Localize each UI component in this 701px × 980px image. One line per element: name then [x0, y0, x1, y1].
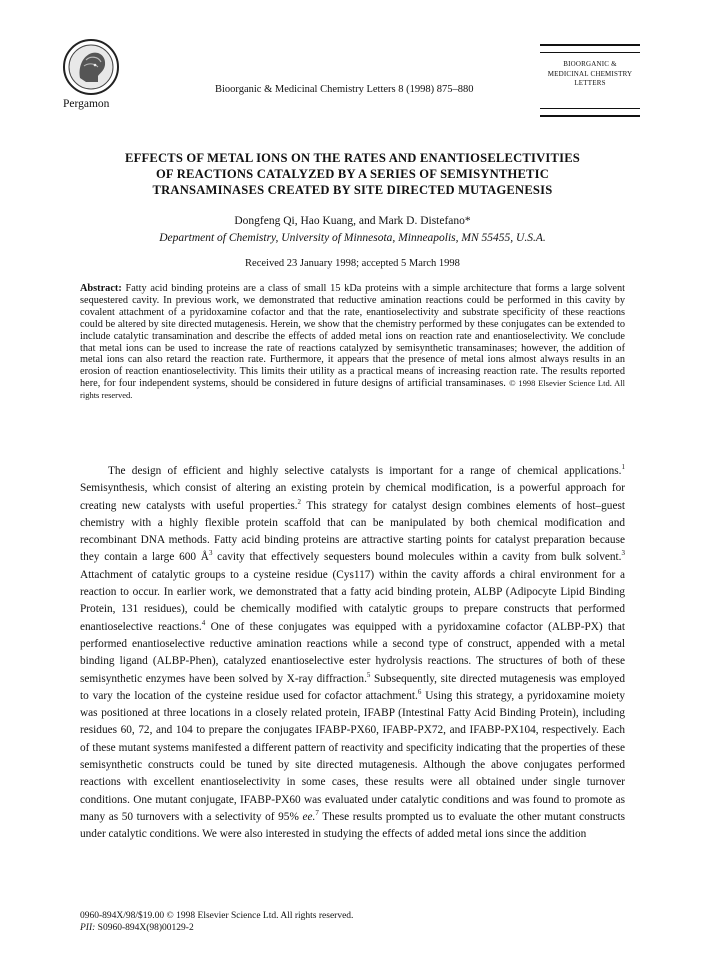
ee-abbrev: ee.	[302, 810, 316, 823]
author-list: Dongfeng Qi, Hao Kuang, and Mark D. Distefano*	[234, 215, 471, 227]
journal-citation: Bioorganic & Medicinal Chemistry Letters 8 (1998) 875–880	[215, 84, 474, 95]
masthead-line: BIOORGANIC &	[563, 60, 617, 68]
price-line: 0960-894X/98/$19.00 © 1998 Elsevier Science Ltd. All rights reserved.	[80, 911, 354, 921]
title-line: EFFECTS OF METAL IONS ON THE RATES AND ENANTIOSELECTIVITIES	[124, 151, 581, 165]
reference-marker: 1	[621, 463, 625, 472]
title-line: OF REACTIONS CATALYZED BY A SERIES OF SEMISYNTHETIC	[155, 167, 550, 181]
abstract-text: Fatty acid binding proteins are a class of small 15 kDa proteins with a simple architecture that forms a large solvent sequestered cavity. In previous work, we demonstrated that reductive amination reactions could be performed in this cavity by covalent attachment of a pyridoxamine cofactor and that the rate, enantioselectivity and substrate specificity of these reactions could be altered by site directed mutagenesis. Herein, we show that the chemistry performed by these conjugates can be extended to include catalytic transamination and describe the effects of added metal ions on reaction rate and enantioselectivity. We conclude that metal ions can be used to increase the rate of reactions catalyzed by semisynthetic transaminases; however, the addition of metal ions can also retard the reaction rate. Furthermore, it appears that the presence of metal ions almost always results in an erosion of reaction enantioselectivity. This limits their utility as a practical means of increasing reaction rate. The results reported here, for four independent systems, should be considered in future designs of artificial transaminases.	[80, 283, 625, 390]
page-footer	[80, 910, 625, 934]
body-paragraph	[80, 463, 625, 844]
body-text: Using this strategy, a pyridoxamine moiety was positioned at three locations in a closely related protein, IFABP (Intestinal Fatty Acid Binding Protein), including residues 60, 72, and 104 to prepare the conjugates IFABP-PX60, IFABP-PX72, and IFABP-PX104, respectively. Each of these mutant systems manifested a different pattern of reactivity and specificity indicating that the properties of these semisynthetic constructs could be tuned by site directed mutagenesis. Although the above conjugates performed reactions with excellent enantioselectivity in some cases, these results were all obtained under single turnover conditions. One mutant conjugate, IFABP-PX60 was evaluated under catalytic conditions and was found to promote as many as 50 turnovers with a selectivity of 95%	[80, 689, 625, 823]
body-text: These results prompted us to evaluate the other mutant constructs under catalytic conditions. We were also interested in studying the effects of added metal ions since the addition	[80, 810, 625, 841]
body-text: This strategy for catalyst design combines elements of host–guest chemistry with a highly flexible protein scaffold that can be manipulated by both chemical modification and recombinant DNA methods. Fatty acid binding proteins are attractive starting points for catalyst preparation because they contain a large 600 Å	[80, 499, 625, 564]
author-affiliation: Department of Chemistry, University of Minnesota, Minneapolis, MN 55455, U.S.A.	[159, 232, 546, 244]
article-body	[80, 463, 625, 844]
pii-value: S0960-894X(98)00129-2	[95, 923, 194, 933]
publisher-logo	[62, 38, 120, 96]
title-line: TRANSAMINASES CREATED BY SITE DIRECTED MUTAGENESIS	[152, 183, 553, 197]
body-text: Attachment of catalytic groups to a cysteine residue (Cys117) within the cavity affords a chiral environment for a reaction to occur. In earlier work, we demonstrated that a fatty acid binding protein, ALBP (Adipocyte Lipid Binding Protein, 131 residues), could be chemically modified with catalytic groups to prepare constructs that performed enantioselective reactions.	[80, 568, 625, 633]
reference-marker: 6	[417, 688, 422, 697]
masthead-line: LETTERS	[574, 79, 606, 87]
abstract-copyright: © 1998 Elsevier Science Ltd. All rights reserved.	[80, 378, 626, 401]
abstract	[80, 283, 625, 402]
reference-marker: 2	[297, 497, 302, 506]
masthead-line: MEDICINAL CHEMISTRY	[547, 69, 633, 78]
article-title	[80, 150, 625, 198]
publisher-name: Pergamon	[63, 98, 110, 110]
body-text: Semisynthesis, which consist of altering an existing protein by chemical modification, is a powerful approach for creating new catalysts with useful properties.	[80, 482, 625, 512]
abstract-label: Abstract:	[80, 283, 122, 294]
body-text: Subsequently, site directed mutagenesis was employed to vary the location of the cysteine residue used for cofactor attachment.	[80, 672, 625, 702]
reference-marker: 3	[621, 549, 626, 558]
body-text: The design of efficient and highly selective catalysts is important for a range of chemical applications.	[108, 465, 622, 477]
body-text: cavity that effectively sequesters bound molecules within a cavity from bulk solvent.	[212, 551, 622, 564]
reference-marker: 7	[315, 809, 319, 818]
received-dates: Received 23 January 1998; accepted 5 March 1998	[245, 258, 460, 269]
reference-marker: 5	[366, 670, 371, 679]
pii-line	[80, 922, 625, 934]
body-text: One of these conjugates was equipped with a pyridoxamine cofactor (ALBP-PX) that performed enantioselective reductive amination reactions while a second type of construct, appended with a metal binding ligand (ALBP-Phen), catalyzed enantioselective ester hydrolysis reactions. The structures of both of these semisynthetic enzymes have been solved by X-ray diffraction.	[80, 620, 625, 685]
reference-marker: 4	[201, 618, 206, 627]
unit-exponent: 3	[208, 549, 213, 558]
pii-label: PII:	[80, 923, 96, 933]
